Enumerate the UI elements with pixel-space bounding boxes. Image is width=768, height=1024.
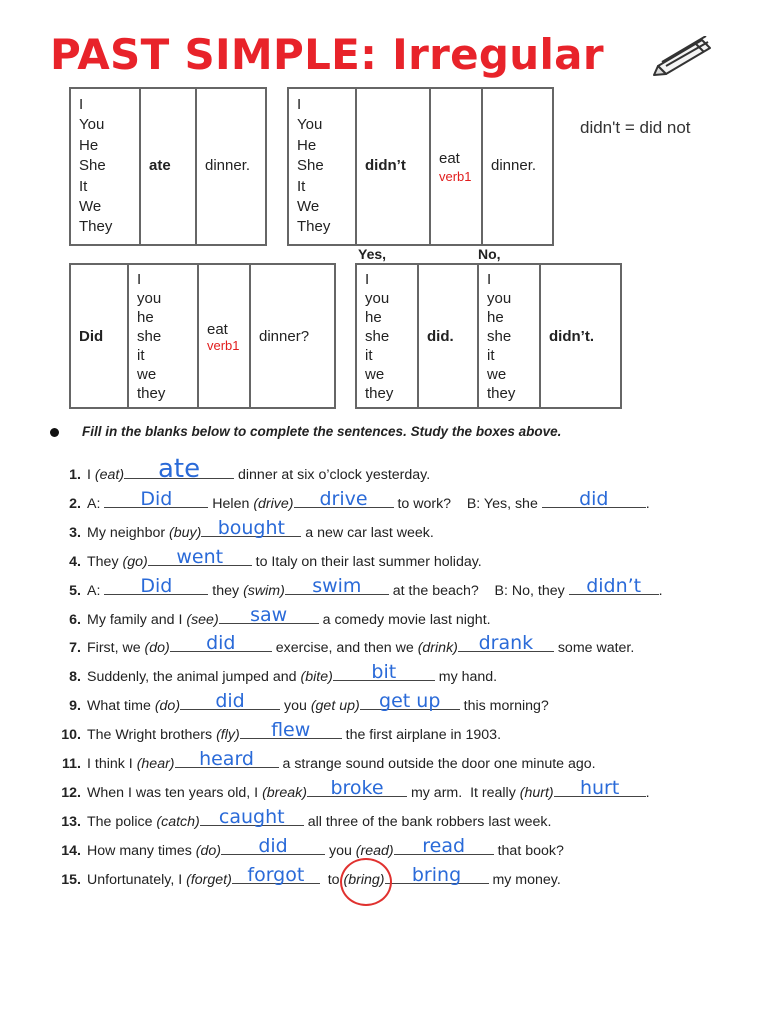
sentence-text: .	[658, 582, 663, 599]
sentence-text: they	[208, 582, 244, 599]
negative-aux: didn’t	[356, 88, 430, 245]
pronoun: I	[297, 96, 302, 113]
handwritten-answer: heard	[199, 748, 254, 770]
yes-label: Yes,	[358, 246, 387, 262]
exercise-sentence	[50, 516, 748, 541]
sentence-text: The Wright brothers	[87, 727, 217, 744]
exercise-sentence	[50, 748, 748, 772]
handwritten-answer: flew	[271, 719, 311, 742]
answer-blank[interactable]	[232, 863, 320, 886]
exercise-number: 14.	[61, 842, 81, 859]
question-verb-hint: verb1	[207, 337, 240, 353]
affirmative-object: dinner.	[196, 88, 266, 245]
exercise-number: 5.	[69, 582, 81, 599]
exercise-sentence	[50, 454, 748, 484]
answer-blank[interactable]	[170, 632, 272, 655]
bullet-icon	[50, 428, 59, 437]
answer-blank[interactable]	[200, 805, 304, 828]
exercise-sentence	[50, 603, 748, 628]
exercise-sentence	[50, 805, 748, 830]
pronoun: he	[487, 308, 504, 326]
verb-prompt: (buy)	[169, 524, 202, 541]
sentence-text: to	[319, 871, 344, 888]
exercise-sentence	[50, 863, 748, 888]
no-label: No,	[478, 246, 501, 262]
answer-blank[interactable]	[294, 487, 394, 510]
affirmative-table	[69, 87, 267, 246]
sentence-text: some water.	[553, 640, 635, 657]
pronoun: she	[137, 327, 162, 345]
answer-blank[interactable]	[104, 487, 208, 510]
sentence-text: A:	[87, 495, 105, 512]
sentence-text: I	[87, 467, 95, 483]
affirmative-verb: ate	[140, 88, 196, 245]
answer-blank[interactable]	[569, 574, 659, 597]
handwritten-answer: swim	[312, 574, 362, 597]
sentence-text: A:	[87, 582, 105, 599]
handwritten-answer: did	[579, 487, 609, 510]
answer-blank[interactable]	[458, 632, 554, 655]
sentence-text: The police	[87, 813, 157, 830]
answer-blank[interactable]	[175, 748, 279, 770]
negative-verb-hint: verb1	[439, 168, 472, 184]
affirmative-pronouns	[70, 88, 140, 245]
handwritten-answer: did	[258, 834, 288, 857]
handwritten-answer: broke	[330, 776, 384, 799]
question-verb: eat	[207, 320, 228, 338]
verb-prompt: (bring)	[343, 871, 385, 888]
exercise-number: 4.	[69, 553, 81, 570]
verb-prompt: (swim)	[243, 582, 285, 599]
exercise-number: 6.	[69, 611, 81, 628]
negative-pronouns	[288, 88, 356, 245]
pronoun: We	[297, 198, 320, 216]
sentence-text: What time	[87, 698, 155, 715]
question-object: dinner?	[250, 264, 335, 408]
sentence-text: First, we	[87, 640, 145, 657]
sentence-text: I think I	[87, 756, 137, 772]
sentence-text: Unfortunately, I	[87, 871, 187, 888]
sentence-text: exercise, and then we	[271, 640, 418, 657]
sentence-text: They	[87, 553, 123, 570]
answer-blank[interactable]	[148, 545, 252, 568]
exercise-number: 2.	[69, 495, 81, 512]
sentence-text: How many times	[87, 842, 196, 859]
verb-prompt: (catch)	[156, 813, 200, 830]
handwritten-answer: get up	[379, 690, 441, 713]
handwritten-answer: drank	[478, 632, 534, 655]
pronoun: I	[79, 96, 84, 113]
sentence-text: a strange sound outside the door one minute ago.	[278, 756, 596, 772]
question-table	[69, 263, 336, 409]
answer-blank[interactable]	[201, 516, 301, 539]
pronoun: They	[79, 218, 113, 236]
sentence-text: Helen	[208, 495, 254, 512]
sentence-text: dinner at six o’clock yesterday.	[234, 467, 431, 483]
verb-prompt: (fly)	[216, 727, 240, 744]
question-pronouns	[128, 264, 198, 408]
pronoun: we	[137, 365, 157, 383]
exercise-sentence	[50, 776, 748, 801]
short-answers-table	[355, 263, 622, 409]
exercise-sentence	[50, 690, 748, 715]
answer-blank[interactable]	[554, 776, 646, 799]
handwritten-answer: did	[206, 632, 236, 655]
exercise-sentence	[50, 719, 748, 744]
sentence-text: this morning?	[459, 698, 549, 715]
pronoun: it	[487, 346, 495, 364]
pronoun: they	[487, 384, 516, 402]
sentence-text: to work? B: Yes, she	[393, 495, 542, 512]
pronoun: I	[137, 270, 142, 288]
sentence-text: my money.	[488, 871, 561, 888]
sentence-text: you	[325, 842, 356, 859]
sentence-text: .	[645, 784, 650, 801]
pronoun: I	[487, 270, 492, 288]
question-aux: Did	[70, 264, 128, 408]
sentence-text: to Italy on their last summer holiday.	[251, 553, 482, 570]
answer-blank[interactable]	[124, 454, 234, 484]
exercise-number: 15.	[61, 871, 81, 888]
yes-pronouns	[356, 264, 418, 408]
handwritten-answer: bring	[411, 863, 462, 886]
handwritten-answer: caught	[218, 805, 285, 828]
pencil-icon	[652, 36, 714, 76]
pronoun: we	[487, 365, 507, 383]
handwritten-answer: bought	[217, 516, 285, 539]
sentence-text: my arm. It really	[407, 784, 520, 801]
correction-circle	[340, 858, 392, 906]
handwritten-answer: did	[215, 690, 245, 713]
exercise-number: 10.	[61, 727, 81, 744]
sentence-text: .	[645, 495, 650, 512]
verb-prompt: (break)	[262, 784, 308, 801]
exercise-sentence	[50, 545, 748, 570]
exercise-sentence	[50, 632, 748, 657]
pronoun: You	[297, 116, 323, 134]
handwritten-answer: ate	[158, 454, 201, 484]
answer-blank[interactable]	[219, 603, 319, 626]
pronoun: we	[365, 365, 385, 383]
verb-prompt: (read)	[355, 842, 394, 859]
sentence-text: My neighbor	[87, 524, 170, 541]
sentence-text: the first airplane in 1903.	[341, 727, 502, 744]
handwritten-answer: forgot	[247, 863, 305, 886]
sentence-text: When I was ten years old, I	[87, 784, 263, 801]
pronoun: you	[487, 289, 512, 307]
answer-blank[interactable]	[542, 487, 646, 510]
answer-blank[interactable]	[307, 776, 407, 799]
verb-prompt: (do)	[154, 698, 181, 715]
sentence-text: a comedy movie last night.	[318, 611, 491, 628]
answer-blank[interactable]	[221, 834, 325, 857]
negative-object: dinner.	[482, 88, 553, 245]
pronoun: It	[79, 177, 88, 195]
exercise-number: 3.	[69, 524, 81, 541]
exercise-sentence	[50, 574, 748, 599]
pronoun: they	[137, 384, 166, 402]
answer-blank[interactable]	[394, 834, 494, 857]
exercise-number: 13.	[61, 813, 81, 830]
exercise-number: 11.	[62, 756, 81, 772]
handwritten-answer: read	[422, 834, 466, 857]
exercise-sentence	[50, 661, 748, 686]
sentence-text: all three of the bank robbers last week.	[303, 813, 552, 830]
sentence-text: a new car last week.	[301, 524, 434, 541]
exercise-number: 1.	[69, 467, 81, 483]
sentence-text: at the beach? B: No, they	[388, 582, 569, 599]
pronoun: he	[365, 308, 382, 326]
pronoun: She	[79, 157, 106, 175]
pronoun: she	[487, 327, 512, 345]
answer-blank[interactable]	[240, 719, 342, 742]
negative-verb: eat	[439, 150, 460, 168]
sentence-text: Suddenly, the animal jumped and	[87, 669, 301, 686]
verb-prompt: (bite)	[300, 669, 333, 686]
verb-prompt: (go)	[122, 553, 148, 570]
exercise-number: 9.	[69, 698, 81, 715]
exercise-number: 8.	[69, 669, 81, 686]
sentence-text: my hand.	[434, 669, 498, 686]
pronoun: You	[79, 116, 105, 134]
handwritten-answer: drive	[319, 487, 368, 510]
verb-prompt: (do)	[195, 842, 222, 859]
sentence-text: My family and I	[87, 611, 187, 628]
handwritten-answer: Did	[140, 487, 173, 510]
pronoun: they	[365, 384, 394, 402]
verb-prompt: (get up)	[310, 698, 360, 715]
exercise-number: 12.	[61, 784, 81, 801]
pronoun: He	[79, 136, 99, 154]
verb-prompt: (forget)	[186, 871, 232, 888]
pronoun: It	[297, 177, 306, 195]
handwritten-answer: Did	[140, 574, 173, 597]
verb-prompt: (drink)	[417, 640, 458, 657]
pronoun: We	[79, 198, 102, 216]
negative-table	[287, 87, 554, 246]
verb-prompt: (hear)	[136, 756, 175, 772]
answer-blank[interactable]	[104, 574, 208, 597]
handwritten-answer: bit	[371, 661, 397, 684]
verb-prompt: (hurt)	[519, 784, 554, 801]
handwritten-answer: didn’t	[586, 574, 642, 597]
verb-prompt: (see)	[186, 611, 219, 628]
pronoun: you	[137, 289, 162, 307]
no-verb: didn’t.	[540, 264, 621, 408]
sentence-text: that book?	[493, 842, 564, 859]
handwritten-answer: saw	[250, 603, 288, 626]
pronoun: He	[297, 136, 317, 154]
exercise-sentence	[50, 834, 748, 859]
instructions: Fill in the blanks below to complete the sentences. Study the boxes above.	[82, 424, 562, 439]
pronoun: it	[365, 346, 373, 364]
pronoun: She	[297, 157, 324, 175]
answer-blank[interactable]	[360, 690, 460, 713]
handwritten-answer: went	[176, 545, 224, 568]
answer-blank[interactable]	[285, 574, 389, 597]
answer-blank[interactable]	[180, 690, 280, 713]
verb-prompt: (do)	[144, 640, 170, 657]
exercise-number: 7.	[69, 640, 81, 657]
pronoun: I	[365, 270, 370, 288]
yes-verb: did.	[418, 264, 478, 408]
question-verb-cell	[198, 264, 250, 408]
exercise-sentence	[50, 487, 748, 512]
handwritten-answer: hurt	[579, 776, 620, 799]
no-pronouns	[478, 264, 540, 408]
answer-blank[interactable]	[333, 661, 435, 684]
pronoun: you	[365, 289, 390, 307]
didnt-note: didn't = did not	[580, 118, 691, 137]
pronoun: he	[137, 308, 154, 326]
answer-blank[interactable]	[385, 863, 489, 886]
negative-verb-cell	[430, 88, 482, 245]
verb-prompt: (drive)	[253, 495, 294, 512]
sentence-text: you	[280, 698, 311, 715]
verb-prompt: (eat)	[94, 467, 125, 483]
page-title: PAST SIMPLE: Irregular	[50, 30, 604, 79]
pronoun: she	[365, 327, 390, 345]
pronoun: it	[137, 346, 145, 364]
pronoun: They	[297, 218, 331, 236]
